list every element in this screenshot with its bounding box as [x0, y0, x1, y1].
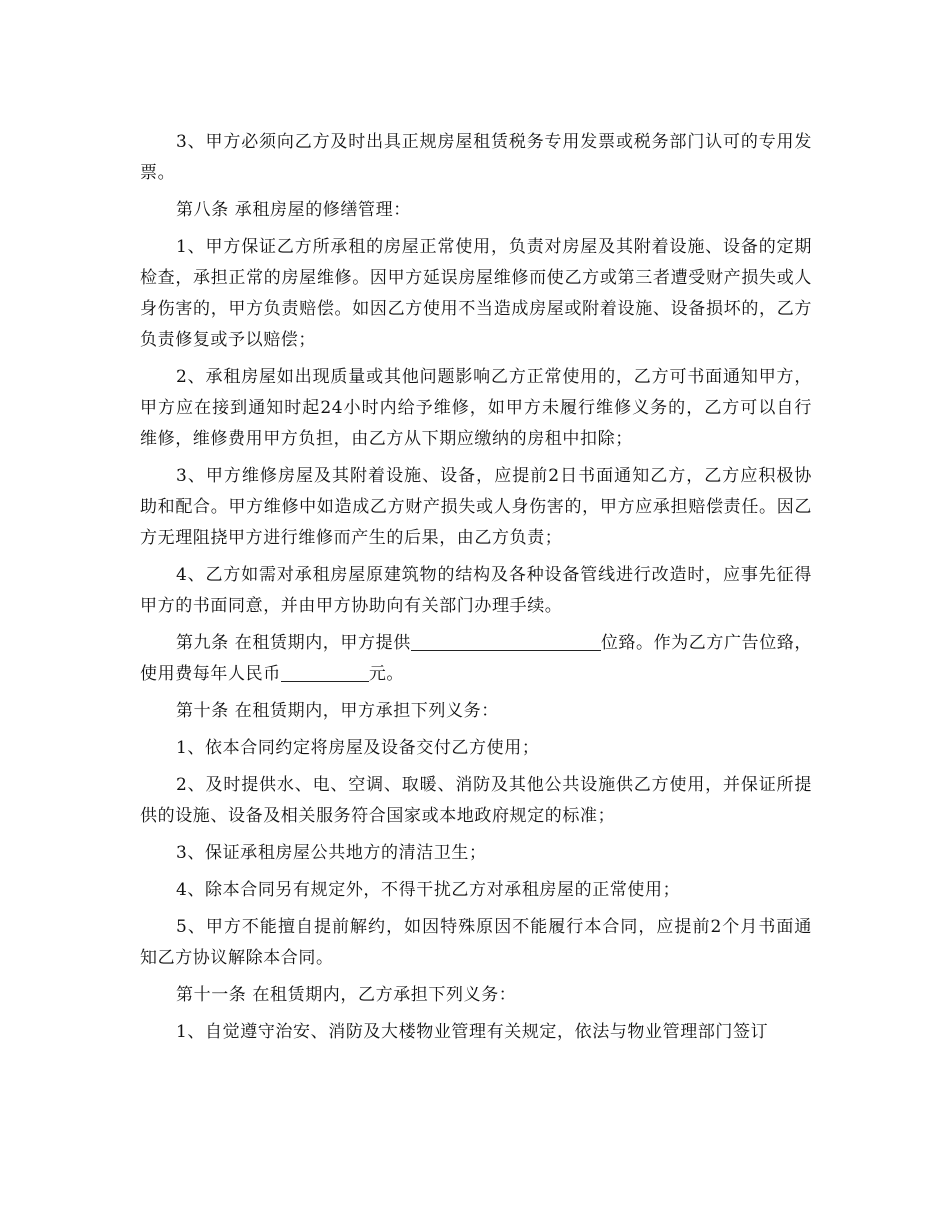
article-heading: 第十一条 在租赁期内，乙方承担下列义务： [176, 985, 517, 1005]
article-heading: 第十条 在租赁期内，甲方承担下列义务： [176, 701, 499, 721]
paragraph: 1、甲方保证乙方所承租的房屋正常使用，负责对房屋及其附着设施、设备的定期检查，承担正常的房屋维修。因甲方延误房屋维修而使乙方或第三者遭受财产损失或人身伤害的，甲方负责赔偿。如因乙方使用不当造成房屋或附着设施、设备损坏的，乙方负责修复或予以赔偿； [140, 237, 812, 350]
fill-in-blank-positions[interactable] [411, 630, 601, 651]
paragraph: 5、甲方不能擅自提前解约，如因特殊原因不能履行本合同，应提前2个月书面通知乙方协议解除本合同。 [140, 917, 812, 968]
paragraph: 3、甲方维修房屋及其附着设施、设备，应提前2日书面通知乙方，乙方应积极协助和配合。甲方维修中如造成乙方财产损失或人身伤害的，甲方应承担赔偿责任。因乙方无理阻挠甲方进行维修而产生的后果，由乙方负责； [140, 466, 812, 548]
paragraph: 3、保证承租房屋公共地方的清洁卫生； [176, 843, 487, 863]
paragraph: 2、承租房屋如出现质量或其他问题影响乙方正常使用的，乙方可书面通知甲方，甲方应在接到通知时起24小时内给予维修，如甲方未履行维修义务的，乙方可以自行维修，维修费用甲方负担，由乙方从下期应缴纳的房租中扣除； [140, 367, 812, 449]
article-9-paragraph [140, 628, 812, 690]
article-9-text-start: 第九条 在租赁期内，甲方提供 [176, 633, 411, 653]
article-9-text-end: 元。 [368, 664, 405, 684]
paragraph: 1、依本合同约定将房屋及设备交付乙方使用； [176, 738, 540, 758]
paragraph: 4、除本合同另有规定外，不得干扰乙方对承租房屋的正常使用； [176, 880, 681, 900]
paragraph: 1、自觉遵守治安、消防及大楼物业管理有关规定，依法与物业管理部门签订 [176, 1022, 769, 1042]
article-heading: 第八条 承租房屋的修缮管理： [176, 200, 411, 220]
fill-in-blank-fee[interactable] [281, 661, 369, 682]
paragraph: 3、甲方必须向乙方及时出具正规房屋租赁税务专用发票或税务部门认可的专用发票。 [140, 132, 812, 183]
paragraph: 4、乙方如需对承租房屋原建筑物的结构及各种设备管线进行改造时，应事先征得甲方的书面同意，并由甲方协助向有关部门办理手续。 [140, 565, 812, 616]
article-9-text-middle: 位臵。作为乙方广告位臵，使用费每年人民币 [140, 633, 813, 684]
document-body [140, 127, 812, 1054]
paragraph: 2、及时提供水、电、空调、取暖、消防及其他公共设施供乙方使用，并保证所提供的设施、设备及相关服务符合国家或本地政府规定的标准； [140, 775, 812, 826]
